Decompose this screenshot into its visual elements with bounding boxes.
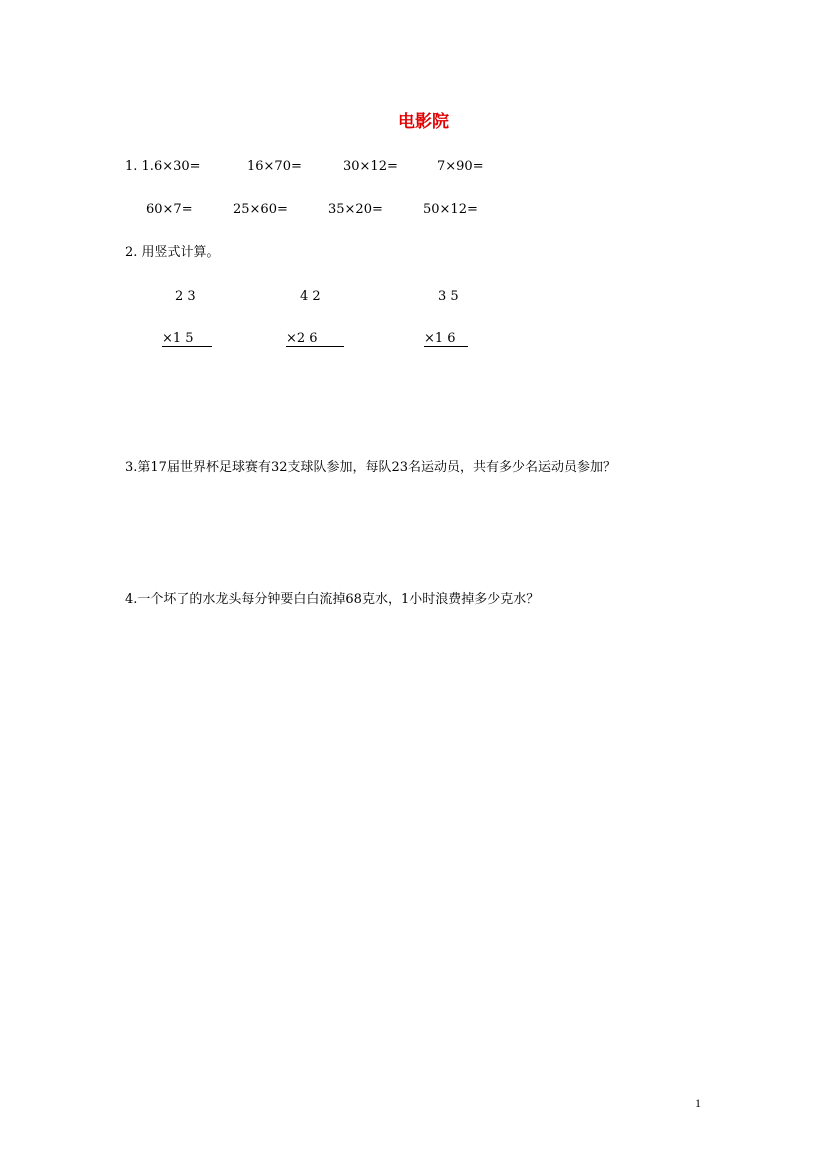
page-title: 电影院 [398,112,449,132]
q2-problem-3-bottom: ×1 6 [424,332,468,347]
q1-item-4: 7×90= [437,159,484,174]
q2-problem-3-top: 3 5 [438,289,459,304]
q3-text: 3.第17届世界杯足球赛有32支球队参加，每队23名运动员，共有多少名运动员参加？ [125,460,617,475]
q1-item-3: 30×12= [343,159,398,174]
q2-problem-1-bottom: ×1 5 [162,332,212,347]
q2-problem-1-top: 2 3 [175,289,196,304]
q1-item-1: 1. 1.6×30= [125,159,201,174]
q2-prompt: 2. 用竖式计算。 [125,245,220,260]
q1-item-5: 60×7= [146,202,193,217]
page-number: 1 [695,1096,701,1110]
q1-item-8: 50×12= [423,202,478,217]
q2-problem-2-top: 4 2 [300,289,321,304]
q1-item-6: 25×60= [233,202,288,217]
q4-text: 4.一个坏了的水龙头每分钟要白白流掉68克水，1小时浪费掉多少克水？ [125,592,540,607]
q1-item-2: 16×70= [247,159,302,174]
q2-problem-2-bottom: ×2 6 [286,332,344,347]
q1-item-7: 35×20= [328,202,383,217]
